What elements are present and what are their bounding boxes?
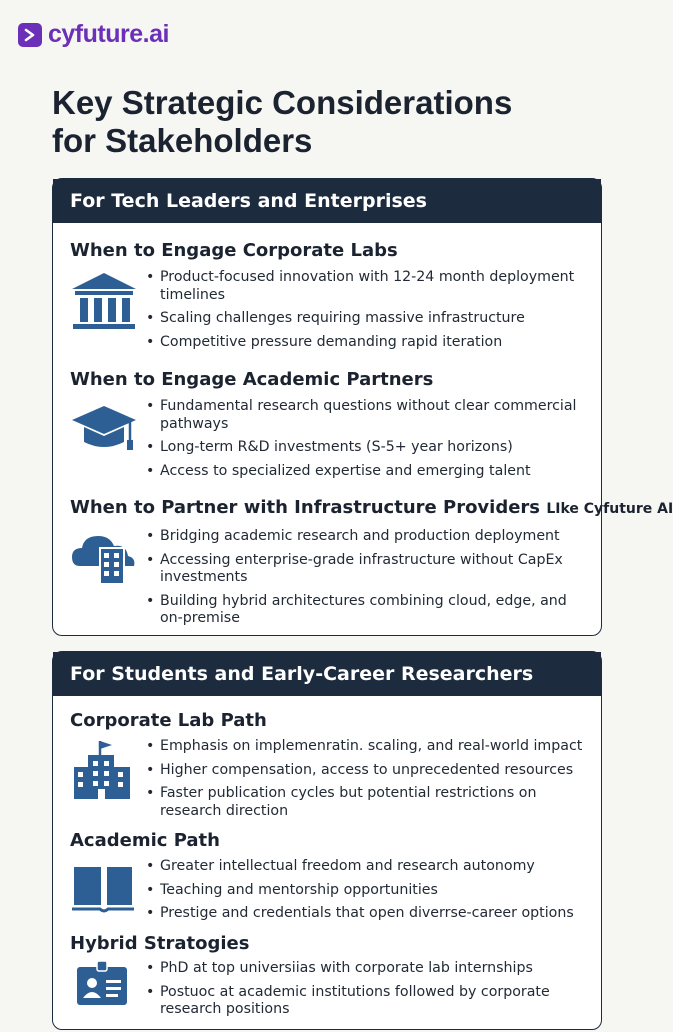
section-title: Academic Path	[70, 830, 220, 851]
page-title	[52, 84, 512, 160]
corporate-labs-section	[70, 239, 590, 350]
infrastructure-providers-section	[70, 496, 673, 626]
bullet-list	[144, 858, 592, 929]
list-item: • Long-term R&D investments (S-5+ year horizons)	[144, 439, 592, 457]
academic-path-section	[70, 829, 590, 921]
section-title: Corporate Lab Path	[70, 710, 267, 731]
section-title	[70, 496, 673, 521]
office-building-icon	[70, 737, 138, 801]
academic-partners-section	[70, 368, 590, 479]
list-item: • Emphasis on implemenratin. scaling, and real-world impact	[144, 738, 592, 756]
list-item: • Greater intellectual freedom and research autonomy	[144, 858, 592, 876]
brand-mark-icon	[18, 23, 42, 47]
list-item: • Teaching and mentorship opportunities	[144, 882, 592, 900]
list-item: • Higher compensation, access to unprecedented resources	[144, 762, 592, 780]
list-item: • Accessing enterprise-grade infrastructure without CapEx investments	[144, 552, 592, 587]
hybrid-strategies-section	[70, 932, 590, 1017]
brand-name: cyfuture.ai	[48, 20, 169, 48]
list-item: • Bridging academic research and production deployment	[144, 528, 592, 546]
bullet-list	[144, 398, 592, 486]
section-title: When to Engage Academic Partners	[70, 369, 434, 390]
section-title: Hybrid Stratogies	[70, 933, 250, 954]
open-book-icon	[70, 859, 138, 919]
list-item: • Postuoc at academic institutions followed by corporate research positions	[144, 984, 592, 1019]
section-title-suffix: LIke Cyfuture AI	[546, 501, 673, 517]
list-item: • Fundamental research questions without clear commercial pathways	[144, 398, 592, 433]
list-item: • Scaling challenges requiring massive infrastructure	[144, 310, 592, 328]
list-item: • Faster publication cycles but potential restrictions on research direction	[144, 785, 592, 820]
bullet-list	[144, 528, 592, 634]
card-header: For Students and Early-Career Researchers	[53, 652, 601, 696]
id-badge-icon	[70, 958, 138, 1018]
bullet-list	[144, 960, 592, 1025]
list-item: • PhD at top universiias with corporate lab internships	[144, 960, 592, 978]
bullet-list	[144, 738, 592, 826]
list-item: • Product-focused innovation with 12-24 month deployment timelines	[144, 269, 592, 304]
graduation-cap-icon	[70, 400, 138, 460]
list-item: • Competitive pressure demanding rapid iteration	[144, 334, 592, 352]
section-title: When to Engage Corporate Labs	[70, 240, 398, 261]
cloud-building-icon	[70, 526, 138, 586]
page-title-line-1: Key Strategic Considerations	[52, 84, 513, 121]
students-researchers-card	[52, 651, 602, 1030]
bullet-list	[144, 269, 592, 357]
list-item: • Prestige and credentials that open diverrse-career options	[144, 905, 592, 923]
corporate-lab-path-section	[70, 709, 590, 819]
list-item: • Access to specialized expertise and emerging talent	[144, 463, 592, 481]
card-header: For Tech Leaders and Enterprises	[53, 179, 601, 223]
bank-icon	[70, 271, 138, 331]
list-item: • Building hybrid architectures combining cloud, edge, and on-premise	[144, 593, 592, 628]
tech-leaders-card	[52, 178, 673, 636]
page-title-line-2: for Stakeholders	[52, 122, 313, 159]
brand-logo	[18, 20, 169, 49]
section-title-text: When to Partner with Infrastructure Providers	[70, 497, 541, 518]
